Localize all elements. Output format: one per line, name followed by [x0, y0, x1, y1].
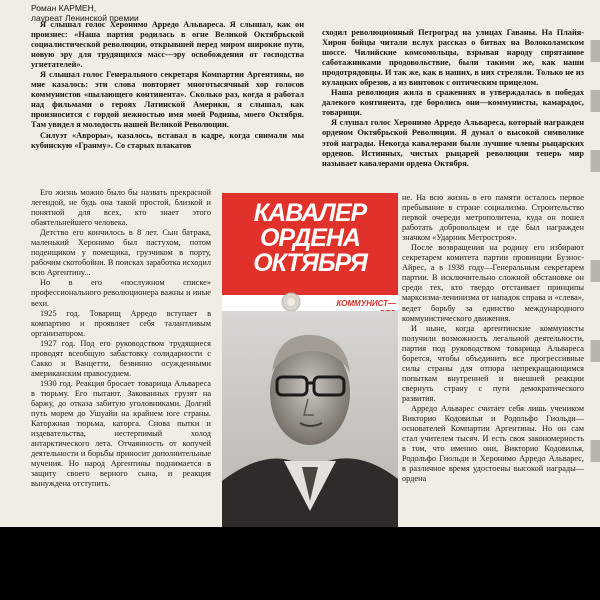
- edge-tab: [590, 260, 600, 282]
- right-paragraph: И ныне, когда аргентинские коммунисты получили возможность легальной деятельности, партия под руководством товарища Альвареса борется, чтобы объединить все прогрессивные силы страны для отпора непрекращающимся попыткам внутренней и внешней реакции свернуть страну с пути демократического развития.: [402, 323, 584, 403]
- right-paragraph: После возвращения на родину его избирают секретарем комитета партии провинции Буэнос-Айрес, а в 1938 году—Генеральным секретарем партии. В исключительно сложной обстановке он среди тех, кто твердо отстаивает принципы марксизма-ленинизма от нападок справа и «слева», ведет борьбу за единство международного коммунистического движения.: [402, 243, 584, 323]
- right-paragraph: не. На всю жизнь в его памяти осталось первое пребывание в стране социализма. Строительство первой очереди метрополитена, куда он пошел работать добровольцем и где был награжден значком «Ударник Метростроя».: [402, 193, 584, 243]
- headline: КАВАЛЕР ОРДЕНА ОКТЯБРЯ: [253, 199, 367, 277]
- left-paragraph: 1930 год. Реакция бросает товарища Альвареса в тюрьму. Его пытают. Закованных грузят на баржу, до отказа забитую уголовниками. Долгий путь морем до Ушуайи на крайнем юге страны. Каторжная тюрьма, каторга. Снова пытки и издевательства, нестерпимый холод антарктического лета. Отчаянность от копучей деятельности и борьбы приносит дополнительные мучения. Но народ Аргентины поднимается в защиту своего верного сына, и реакция вынуждена отступить.: [31, 378, 211, 489]
- edge-tab: [590, 150, 600, 172]
- left-paragraph: Его жизнь можно было бы назвать прекрасной легендой, не будь она такой простой, близкой и понятной для всех, кто знает этого обаятельнейшего человека.: [31, 188, 211, 228]
- edge-tab: [590, 90, 600, 112]
- feature-illustration: [222, 193, 398, 527]
- top-right-paragraph: Наша революция жила в сражениях и утверждалась в победах далекого континента, где боролись они—коммунисты, камарадос, товарищи.: [322, 88, 584, 118]
- edge-tab: [590, 40, 600, 62]
- author-name: Роман КАРМЕН,: [31, 3, 97, 13]
- left-paragraph: 1925 год. Товарищ Арредо вступает в компартию и проявляет себя талантливым организатором.: [31, 308, 211, 338]
- intro-paragraph: Силуэт «Авроры», казалось, вставал в кадре, когда снимали мы кубинскую «Гранму». Со старых плакатов: [31, 130, 304, 150]
- tagline-line: КОММУНИСТ—: [336, 299, 396, 308]
- author-title: лауреат Ленинской премии: [31, 13, 139, 23]
- left-paragraph: Детство его кончилось в 8 лет. Сын батрака, маленький Херонимо был пастухом, потом поденщиком у помещика, грузчиком в порту, рабочим скотобойни. В поисках заработка исходил всю Аргентину...: [31, 228, 211, 278]
- portrait-photo: [222, 311, 398, 527]
- top-right-paragraph: сходил революционный Петроград на улицах Гаваны. На Плайя-Хирон бойцы читали вслух рассказ о битвах на Волоколамском шоссе. Чилийские комсомольцы, взрывая народу спрятанное саботажниками продовольствие, были такими же, как наши продотрядовцы. И так же, как в наших, в них стреляли. Только не из кулацких обрезов, а из винтовок с оптическим прицелом.: [322, 28, 584, 88]
- left-paragraph: 1927 год. Под его руководством трудящиеся проводят всеобщую забастовку солидарности с Сакко и Ванцетти, безвинно осужденными американским правосудием.: [31, 338, 211, 378]
- edge-tab: [590, 440, 600, 462]
- top-right-paragraph: Я слушал голос Херонимо Арредо Альвареса, который награжден орденом Октябрьской Революции. Я думал о высокой символике этой награды. Некогда кавалерами были лучшие члены рыцарских орденов. Истинных, чистых рыцарей революции теперь мир называет кавалерами ордена Октября.: [322, 118, 584, 168]
- intro-paragraph: Я слышал голос Генерального секретаря Компартии Аргентины, но мне казалось: эти слова повторяет многотысячный хор голосов коммунистов «пылающего континента». Сколько раз, когда я работал над фильмами о героях Латинской Америки, я слышал, как произносится с гордой нежностью имя моей Родины, моего Октября. Там увидел я молодость нашей Великой Революции.: [31, 70, 304, 130]
- right-paragraph: Арредо Альварес считает себя лишь учеником Викторио Кодовильи и Родольфо Гиольди—основателей Компартии Аргентины. Но он сам стал учителем тысяч. И есть своя закономерность в том, что именно они, Викторио Кодовилья, Родольфо Гиольди и Херонимо Арредо Альварес, в различное время удостоены высокой награды—ордена: [402, 403, 584, 484]
- page-edge-tabs: [588, 0, 600, 527]
- top-right-column: [322, 28, 584, 188]
- left-paragraph: Но в его «послужном списке» профессионального революционера важны и иные вехи.: [31, 278, 211, 308]
- left-column: [31, 188, 211, 527]
- right-column: [402, 193, 584, 527]
- headline-banner: [222, 193, 398, 295]
- order-medal-icon: [280, 291, 302, 313]
- edge-tab: [590, 340, 600, 362]
- intro-paragraph: Я слышал голос Херонимо Арредо Альвареса. Я слышал, как он произнес: «Наша партия родилась в огне Великой Октябрьской социалистической революции, открывшей перед миром широкие пути, новую эру для трудящихся масс—эру освобождения от господства угнетателей».: [31, 20, 304, 70]
- intro-column: [31, 20, 304, 192]
